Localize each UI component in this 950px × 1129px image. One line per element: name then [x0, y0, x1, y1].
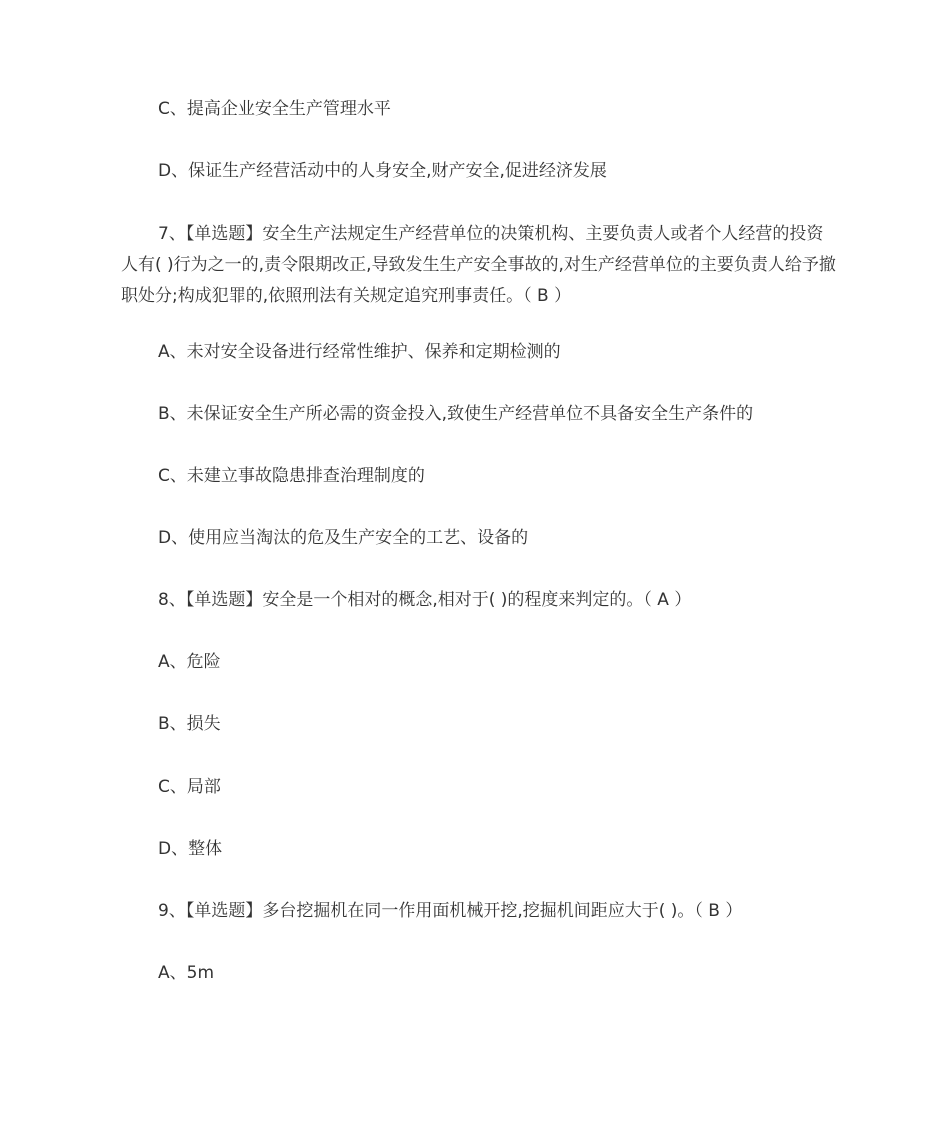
q9-option-a: A、5m	[158, 963, 215, 983]
q8-option-d: D、整体	[158, 839, 223, 859]
q6-option-d: D、保证生产经营活动中的人身安全,财产安全,促进经济发展	[158, 161, 607, 181]
q9-question: 9、【单选题】多台挖掘机在同一作用面机械开挖,挖掘机间距应大于( )。（ B ）	[158, 901, 743, 921]
q8-option-a: A、危险	[158, 652, 221, 672]
q8-question: 8、【单选题】安全是一个相对的概念,相对于( )的程度来判定的。（ A ）	[158, 590, 692, 610]
q7-question: 7、【单选题】安全生产法规定生产经营单位的决策机构、主要负责人或者个人经营的投资人有( )行为之一的,责令限期改正,导致发生生产安全事故的,对生产经营单位的主要负责人给予撤职处分;构成犯罪的,依照刑法有关规定追究刑事责任。（ B ）	[121, 224, 836, 306]
q8-option-b: B、损失	[158, 714, 221, 734]
q7-option-b: B、未保证安全生产所必需的资金投入,致使生产经营单位不具备安全生产条件的	[158, 404, 754, 424]
q7-option-a: A、未对安全设备进行经常性维护、保养和定期检测的	[158, 342, 561, 362]
q6-option-c: C、提高企业安全生产管理水平	[158, 99, 391, 119]
q7-option-c: C、未建立事故隐患排查治理制度的	[158, 466, 425, 486]
q7-option-d: D、使用应当淘汰的危及生产安全的工艺、设备的	[158, 528, 529, 548]
q8-option-c: C、局部	[158, 777, 221, 797]
